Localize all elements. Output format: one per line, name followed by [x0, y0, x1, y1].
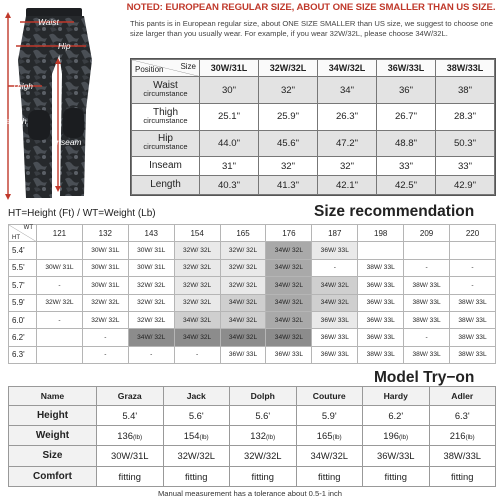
tryon-value: 5.6' [255, 409, 271, 421]
reco-cell: - [450, 277, 496, 294]
tryon-cell-size [97, 446, 164, 466]
tryon-value: 32W/32L [243, 450, 282, 462]
tryon-cell-height [296, 405, 363, 425]
weight-header: 132 [82, 225, 128, 242]
reco-cell: 38W/ 33L [450, 329, 496, 346]
tryon-value: 196 [383, 430, 399, 442]
reco-cell: - [404, 329, 450, 346]
reco-row [9, 277, 496, 294]
measure-value: 31" [200, 157, 259, 176]
height-label: 5.4' [9, 242, 37, 259]
reco-cell: 30W/ 31L [82, 259, 128, 276]
reco-cell: - [450, 259, 496, 276]
measure-value: 47.2" [318, 130, 377, 157]
reco-cell: 38W/ 33L [450, 346, 496, 363]
reco-cell: 34W/ 32L [220, 311, 266, 328]
tryon-value: fitting [384, 470, 407, 482]
tryon-value: 136 [117, 430, 133, 442]
measure-label [132, 77, 200, 104]
reco-cell: 30W/ 31L [128, 259, 174, 276]
measure-value: 36" [377, 77, 436, 104]
reco-cell: - [82, 329, 128, 346]
reco-cell: - [404, 259, 450, 276]
reco-cell [450, 242, 496, 259]
knee-pad-left [28, 110, 50, 140]
label-inseam: Inseam [54, 137, 82, 147]
tryon-value: Dolph [250, 390, 275, 401]
reco-cell: - [82, 346, 128, 363]
tryon-row-weight [9, 425, 496, 445]
reco-legend: HT=Height (Ft) / WT=Weight (Lb) [8, 208, 156, 219]
tryon-cell-height [97, 405, 164, 425]
size-chart-row [132, 77, 495, 104]
tryon-cell-weight [163, 425, 230, 445]
reco-cell: 32W/ 32L [220, 242, 266, 259]
tryon-cell-height [363, 405, 430, 425]
weight-header: 220 [450, 225, 496, 242]
weight-header: 143 [128, 225, 174, 242]
tryon-value: 5.9' [321, 409, 337, 421]
reco-cell: 36W/ 33L [358, 277, 404, 294]
reco-cell: 36W/ 33L [220, 346, 266, 363]
measure-value: 42.1" [318, 176, 377, 195]
reco-cell: - [174, 346, 220, 363]
measure-value: 32" [259, 157, 318, 176]
tryon-cell-weight [296, 425, 363, 445]
measure-name: Hip [157, 133, 173, 145]
reco-cell: - [37, 311, 83, 328]
reco-cell: 36W/ 33L [358, 311, 404, 328]
weight-header: 154 [174, 225, 220, 242]
label-length: Length [1, 116, 27, 126]
tryon-cell-comfort [97, 466, 164, 486]
tryon-cell-weight [97, 425, 164, 445]
measure-value: 44.0" [200, 130, 259, 157]
measure-value: 34" [318, 77, 377, 104]
tryon-row-size [9, 446, 496, 466]
reco-cell: 32W/ 32L [128, 311, 174, 328]
size-chart-row [132, 157, 495, 176]
size-column-header: 36W/33L [377, 60, 436, 77]
height-label: 5.5' [9, 259, 37, 276]
weight-header: 165 [220, 225, 266, 242]
notice-body: This pants is in European regular size, about ONE SIZE SMALLER than US size, we suggest to choose one size larger than you usually wear. For example, if you wear 32W/32L, please choose 34W/32L. [130, 19, 494, 38]
size-column-header: 32W/32L [259, 60, 318, 77]
measure-value: 28.3" [436, 103, 495, 130]
size-column-header: 34W/32L [318, 60, 377, 77]
reco-cell: 34W/ 32L [312, 294, 358, 311]
measure-value: 25.9" [259, 103, 318, 130]
corner-position-label: Position [135, 65, 164, 75]
label-thigh: Thigh [12, 81, 33, 91]
reco-cell: 32W/ 32L [174, 294, 220, 311]
measure-label [132, 176, 200, 195]
reco-cell: 38W/ 33L [358, 259, 404, 276]
reco-cell: 36W/ 33L [312, 346, 358, 363]
tryon-value: fitting [318, 470, 341, 482]
size-chart-row [132, 130, 495, 157]
measure-value: 33" [436, 157, 495, 176]
measure-name: Length [150, 179, 181, 191]
reco-cell: 34W/ 32L [266, 329, 312, 346]
tryon-value: Hardy [383, 390, 408, 401]
reco-cell: 36W/ 33L [358, 294, 404, 311]
height-label: 6.0' [9, 311, 37, 328]
reco-cell: 38W/ 33L [404, 294, 450, 311]
size-chart-corner [132, 60, 200, 77]
tryon-cell-size [163, 446, 230, 466]
reco-cell [37, 346, 83, 363]
tryon-cell-comfort [163, 466, 230, 486]
reco-cell: 32W/ 32L [174, 242, 220, 259]
reco-cell: 30W/ 31L [128, 242, 174, 259]
tryon-value: 6.3' [454, 409, 470, 421]
reco-cell: 36W/ 33L [312, 329, 358, 346]
tryon-cell-name [363, 387, 430, 406]
measure-label [132, 157, 200, 176]
tryon-cell-weight [429, 425, 496, 445]
tryon-cell-name [230, 387, 297, 406]
tryon-cell-size [363, 446, 430, 466]
measure-value: 40.3" [200, 176, 259, 195]
size-column-header: 38W/33L [436, 60, 495, 77]
size-column-header: 30W/31L [200, 60, 259, 77]
tryon-value: fitting [251, 470, 274, 482]
tryon-row-header: Name [9, 387, 97, 406]
tryon-cell-comfort [363, 466, 430, 486]
tryon-value: fitting [185, 470, 208, 482]
measure-label [132, 130, 200, 157]
reco-cell: 36W/ 33L [312, 311, 358, 328]
reco-cell: 38W/ 33L [358, 346, 404, 363]
reco-cell: 32W/ 32L [128, 294, 174, 311]
tryon-cell-height [230, 405, 297, 425]
tryon-value: 5.4' [122, 409, 138, 421]
notice-title: NOTED: EUROPEAN REGULAR SIZE, ABOUT ONE SIZE SMALLER THAN US SIZE. [126, 2, 496, 13]
tryon-cell-height [429, 405, 496, 425]
model-tryon-table [8, 386, 496, 487]
weight-unit: (lb) [199, 434, 209, 442]
weight-header: 187 [312, 225, 358, 242]
reco-corner [9, 225, 37, 242]
tryon-value: Couture [312, 390, 346, 401]
reco-cell: 32W/ 32L [174, 259, 220, 276]
measure-value: 38" [436, 77, 495, 104]
weight-unit: (lb) [332, 434, 342, 442]
reco-row [9, 294, 496, 311]
reco-cell: 32W/ 32L [174, 277, 220, 294]
measure-value: 26.7" [377, 103, 436, 130]
size-recommendation-grid [8, 224, 496, 364]
size-chart-header-row [132, 60, 495, 77]
reco-cell: 34W/ 32L [174, 311, 220, 328]
reco-corner-wt: WT [23, 225, 33, 231]
measure-sub: circumstance [143, 89, 188, 99]
tryon-cell-name [163, 387, 230, 406]
measure-value: 41.3" [259, 176, 318, 195]
reco-cell [37, 242, 83, 259]
tryon-row-header: Height [9, 405, 97, 425]
tryon-value: Adler [451, 390, 474, 401]
reco-title: Size recommendation [314, 203, 475, 220]
reco-cell: 34W/ 32L [266, 277, 312, 294]
measure-name: Thigh [152, 106, 178, 118]
reco-corner-ht: HT [12, 235, 20, 242]
tryon-row-header: Comfort [9, 466, 97, 486]
tryon-cell-name [429, 387, 496, 406]
measure-sub: circumstance [143, 142, 188, 152]
tryon-cell-weight [363, 425, 430, 445]
reco-cell: 32W/ 32L [82, 311, 128, 328]
height-label: 6.2' [9, 329, 37, 346]
reco-cell: 34W/ 32L [266, 259, 312, 276]
measure-value: 30" [200, 77, 259, 104]
tryon-cell-height [163, 405, 230, 425]
measure-value: 32" [259, 77, 318, 104]
measure-value: 48.8" [377, 130, 436, 157]
size-chart-table [131, 59, 495, 195]
measure-value: 50.3" [436, 130, 495, 157]
reco-cell: 34W/ 32L [128, 329, 174, 346]
reco-cell: 34W/ 32L [266, 294, 312, 311]
measure-value: 32" [318, 157, 377, 176]
reco-cell: 34W/ 32L [174, 329, 220, 346]
product-figure [0, 0, 122, 200]
height-label: 5.9' [9, 294, 37, 311]
weight-unit: (lb) [398, 434, 409, 442]
tryon-value: 132 [250, 430, 266, 442]
reco-cell: 38W/ 33L [450, 311, 496, 328]
reco-cell: 32W/ 32L [220, 259, 266, 276]
tryon-row-name [9, 387, 496, 406]
tolerance-note: Manual measurement has a tolerance about 0.5-1 inch [157, 489, 343, 498]
height-label: 6.3' [9, 346, 37, 363]
reco-cell: 34W/ 32L [266, 242, 312, 259]
reco-cell: 30W/ 31L [82, 277, 128, 294]
measure-name: Inseam [149, 160, 182, 172]
size-notice [122, 2, 500, 39]
weight-header: 176 [266, 225, 312, 242]
reco-cell: - [37, 277, 83, 294]
reco-cell: 32W/ 32L [37, 294, 83, 311]
tryon-value: 34W/32L [310, 450, 349, 462]
weight-unit: (lb) [465, 434, 475, 442]
tryon-title: Model Try−on [374, 369, 475, 386]
corner-size-label: Size [180, 62, 196, 71]
weight-unit: (lb) [265, 434, 276, 442]
tryon-cell-comfort [429, 466, 496, 486]
reco-cell: - [312, 259, 358, 276]
reco-cell [37, 329, 83, 346]
measure-value: 42.5" [377, 176, 436, 195]
tryon-cell-weight [230, 425, 297, 445]
label-hip: Hip [58, 41, 71, 51]
reco-cell: 34W/ 32L [220, 329, 266, 346]
reco-cell [404, 242, 450, 259]
tryon-value: 6.2' [388, 409, 404, 421]
measure-value: 25.1" [200, 103, 259, 130]
reco-cell [358, 242, 404, 259]
tryon-table [8, 386, 496, 487]
reco-row [9, 329, 496, 346]
tryon-value: 5.6' [188, 409, 204, 421]
tryon-value: 165 [316, 430, 333, 442]
reco-cell: 38W/ 33L [450, 294, 496, 311]
measure-value: 42.9" [436, 176, 495, 195]
tryon-value: 36W/33L [376, 450, 415, 462]
measure-label [132, 103, 200, 130]
size-chart [130, 58, 496, 196]
reco-cell: - [128, 346, 174, 363]
reco-cell: 38W/ 33L [404, 277, 450, 294]
tryon-value: 38W/33L [443, 450, 482, 462]
size-chart-row [132, 176, 495, 195]
tryon-value: fitting [451, 470, 474, 482]
tryon-value: Jack [186, 390, 206, 401]
reco-cell: 32W/ 32L [128, 277, 174, 294]
measure-name: Waist [153, 80, 178, 92]
weight-header: 121 [37, 225, 83, 242]
reco-row [9, 242, 496, 259]
reco-cell: 32W/ 32L [82, 294, 128, 311]
tryon-value: 154 [183, 430, 200, 442]
tryon-row-header: Size [9, 446, 97, 466]
size-recommendation-table [8, 224, 496, 364]
measure-value: 45.6" [259, 130, 318, 157]
size-chart-row [132, 103, 495, 130]
reco-row [9, 259, 496, 276]
tryon-cell-name [97, 387, 164, 406]
tryon-value: 216 [449, 430, 466, 442]
measure-value: 26.3" [318, 103, 377, 130]
reco-cell: 36W/ 33L [266, 346, 312, 363]
reco-cell: 32W/ 32L [220, 277, 266, 294]
reco-cell: 38W/ 33L [404, 311, 450, 328]
weight-unit: (lb) [132, 434, 143, 442]
weight-header: 209 [404, 225, 450, 242]
reco-cell: 30W/ 31L [82, 242, 128, 259]
tryon-cell-name [296, 387, 363, 406]
tryon-value: 32W/32L [177, 450, 216, 462]
tryon-cell-size [296, 446, 363, 466]
left-leg [18, 16, 62, 198]
tryon-value: fitting [118, 470, 141, 482]
reco-cell: 38W/ 33L [404, 346, 450, 363]
tryon-cell-comfort [296, 466, 363, 486]
reco-header-row [9, 225, 496, 242]
tryon-row-comfort [9, 466, 496, 486]
measure-value: 33" [377, 157, 436, 176]
reco-row [9, 346, 496, 363]
tryon-row-header: Weight [9, 425, 97, 445]
label-waist: Waist [38, 17, 59, 27]
reco-cell: 34W/ 32L [266, 311, 312, 328]
reco-row [9, 311, 496, 328]
tryon-cell-size [429, 446, 496, 466]
weight-header: 198 [358, 225, 404, 242]
height-label: 5.7' [9, 277, 37, 294]
tryon-value: Graza [117, 390, 142, 401]
reco-cell: 36W/ 33L [358, 329, 404, 346]
knee-pad-right [63, 108, 84, 138]
tryon-value: 30W/31L [110, 450, 149, 462]
reco-cell: 34W/ 32L [220, 294, 266, 311]
tryon-cell-comfort [230, 466, 297, 486]
reco-cell: 34W/ 32L [312, 277, 358, 294]
tryon-cell-size [230, 446, 297, 466]
measure-sub: circumstance [143, 115, 188, 125]
tryon-row-height [9, 405, 496, 425]
reco-cell: 30W/ 31L [37, 259, 83, 276]
reco-cell: 36W/ 33L [312, 242, 358, 259]
